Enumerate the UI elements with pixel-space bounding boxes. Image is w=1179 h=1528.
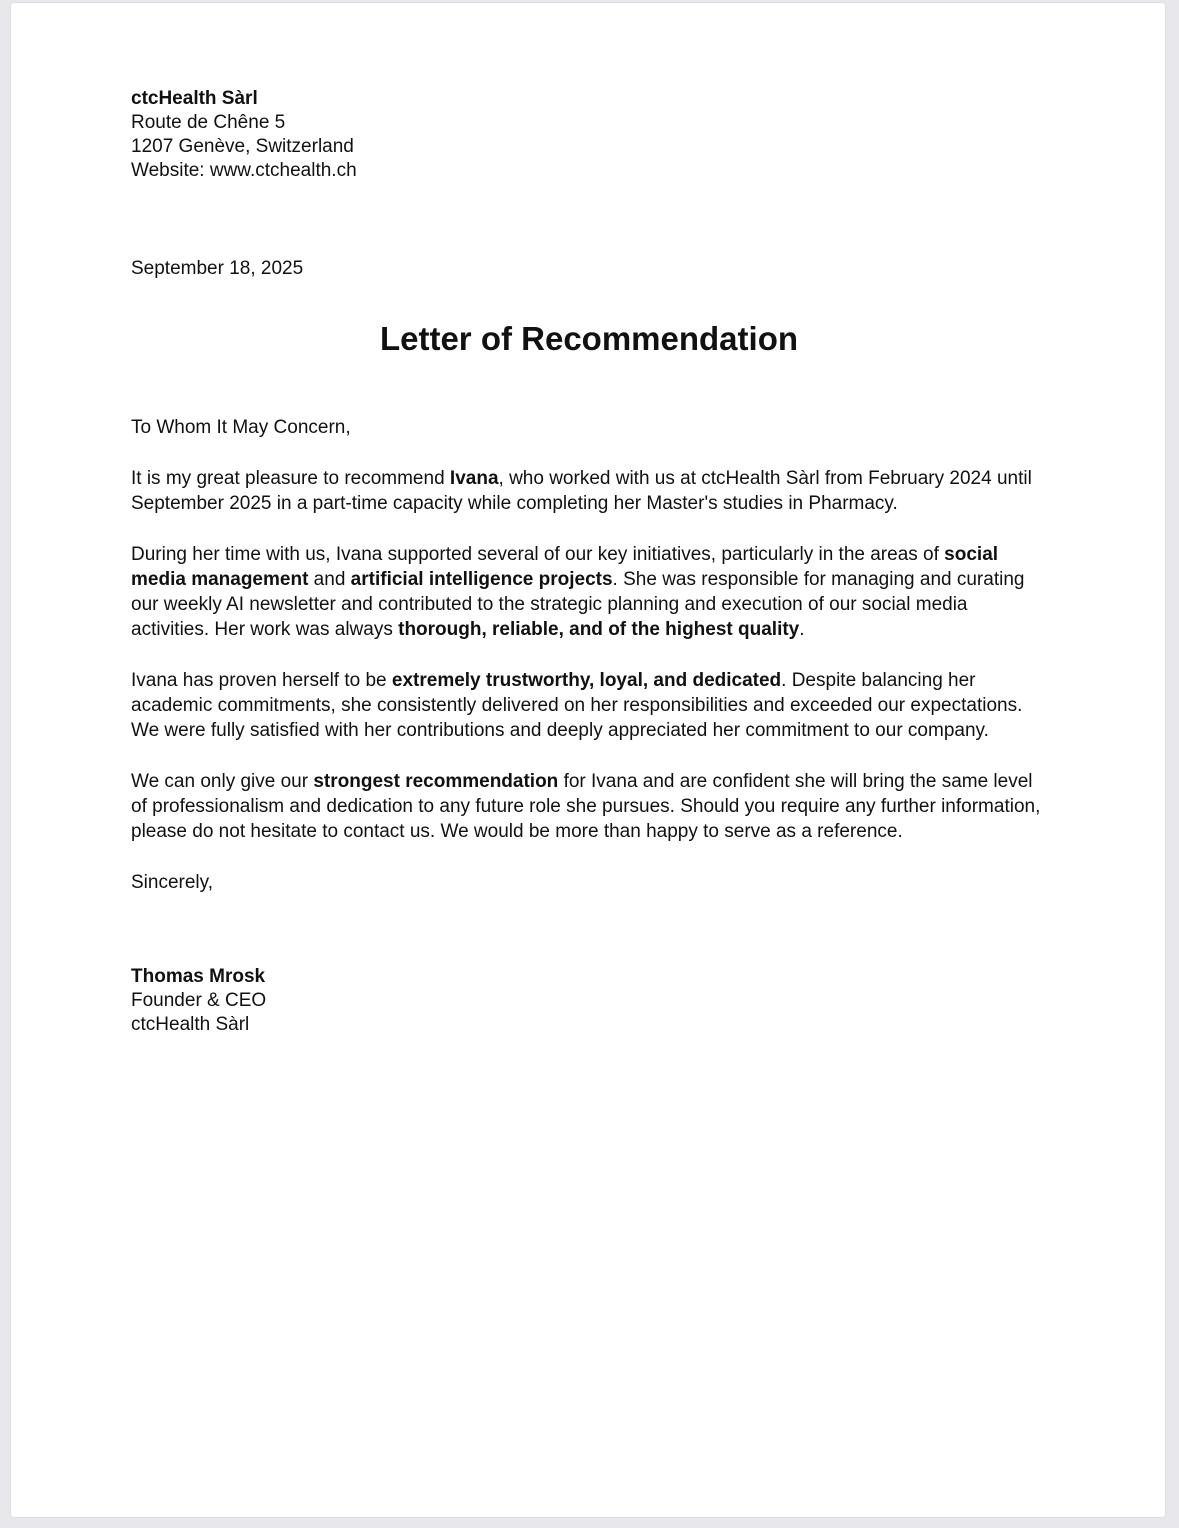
bold-text-segment: extremely trustworthy, loyal, and dedicated	[391, 670, 782, 691]
letter-page	[10, 2, 1166, 1518]
company-address-line1: Route de Chêne 5	[131, 112, 286, 133]
signature-company: ctcHealth Sàrl	[131, 1014, 250, 1035]
letterhead	[131, 87, 1047, 183]
text-segment: .	[799, 619, 805, 640]
company-address-line2: 1207 Genève, Switzerland	[131, 136, 354, 157]
letter-paragraph	[131, 542, 1047, 642]
letter-body	[131, 466, 1047, 844]
bold-text-segment: strongest recommendation	[313, 771, 559, 792]
text-segment: During her time with us, Ivana supported several of our key initiatives, particularly in the areas of	[131, 544, 945, 565]
bold-text-segment: social media management	[131, 544, 999, 590]
closing: Sincerely,	[131, 872, 214, 893]
bold-text-segment: Ivana	[449, 468, 499, 489]
text-segment: and	[308, 569, 351, 590]
signature-name: Thomas Mrosk	[131, 966, 266, 987]
bold-text-segment: thorough, reliable, and of the highest quality	[398, 619, 800, 640]
text-segment: It is my great pleasure to recommend	[131, 468, 450, 489]
company-name: ctcHealth Sàrl	[131, 88, 258, 109]
letter-paragraph	[131, 466, 1047, 516]
signature-title: Founder & CEO	[131, 990, 267, 1011]
text-segment: . She was responsible for managing and curating our weekly AI newsletter and contributed to the strategic planning and execution of our social media activities. Her work was always	[131, 569, 1025, 640]
text-segment: for Ivana and are confident she will bring the same level of professionalism and dedication to any future role she pursues. Should you require any further information, please do not hesitate to contact us. We would be more than happy to serve as a reference.	[131, 771, 1041, 842]
text-segment: , who worked with us at ctcHealth Sàrl from February 2024 until September 2025 in a part-time capacity while completing her Master's studies in Pharmacy.	[131, 468, 1032, 514]
letter-paragraph	[131, 668, 1047, 743]
letter-title: Letter of Recommendation	[379, 320, 799, 357]
letter-paragraph	[131, 769, 1047, 844]
text-segment: . Despite balancing her academic commitments, she consistently delivered on her responsibilities and exceeded our expectations. We were fully satisfied with her contributions and deeply appreciated her commitment to our company.	[131, 670, 1023, 741]
text-segment: We can only give our	[131, 771, 314, 792]
bold-text-segment: artificial intelligence projects	[350, 569, 613, 590]
signature-block	[131, 965, 1047, 1037]
letter-date: September 18, 2025	[131, 258, 304, 279]
salutation: To Whom It May Concern,	[131, 417, 351, 438]
text-segment: Ivana has proven herself to be	[131, 670, 392, 691]
company-website: Website: www.ctchealth.ch	[131, 160, 357, 181]
